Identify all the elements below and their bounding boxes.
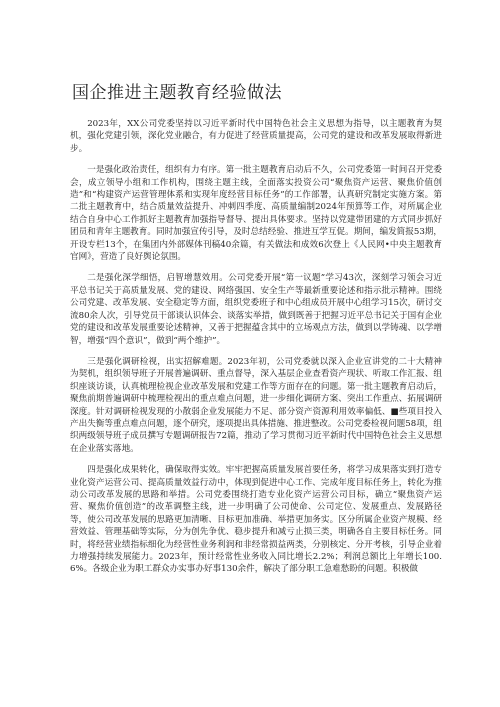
paragraph-research: 三是强化调研检视，出实招解难题。2023年初，公司党委就以深入企业宣讲党的二十大精神为契机，组织领导班子开展普遍调研、重点督导，深入基层企业查看资产现状、听取工作汇报、组织座谈访谈，认真梳理检视企业改革发展和党建工作等方面存在的问题。第一批主题教育启动后，聚焦前期普遍调研中梳理检视出的重点难点问题，进一步细化调研方案、突出工作重点、拓展调研深度。针对调研检视发现的小散弱企业发展能力不足、部分资产资源利用效率偏低、■些项目投入产出失衡等重点难点问题，逐个研究，逐项提出具体措施、推进整改。公司党委检视问题58项，组织两级领导班子成员撰写专题调研报告72篇，推动了学习贯彻习近平新时代中国特色社会主义思想在企业落实落地。 [70,356,442,454]
document-title: 国企推进主题教育经验做法 [72,83,282,103]
paragraph-political-responsibility: 一是强化政治责任，组织有力有序。第一批主题教育启动后不久，公司党委第一时间召开党委会，成立领导小组和工作机构，围绕主题主线，全面落实投资公司“聚焦资产运营、聚焦价值创造”和“构建资产运营管理体系和实现年度经营目标任务”的工作部署，认真研究制定实施方案。第二批主题教育中，结合质量效益提升、冲刺四季度、高质量编制2024年预算等工作，对所属企业结合自身中心工作抓好主题教育加强指导督导、提出具体要求。坚持以党建带团建的方式同步抓好团员和青年主题教育。同时加强宣传引导，及时总结经验、推进互学互促。期间，编发简报53期，开设专栏13个，在集团内外部媒体刊稿40余篇，有关做法和成效6次登上《人民网•中央主题教育官网》，营造了良好舆论氛围。 [70,165,442,263]
paragraph-study: 二是强化深学细悟，启智增慧效用。公司党委开展“第一议题”学习43次，深刻学习领会习近平总书记关于高质量发展、党的建设、网络强国、安全生产等最新重要论述和指示批示精神。围绕公司党建、改革发展、安全稳定等方面，组织党委班子和中心组成员开展中心组学习15次，研讨交流80余人次，引导党员干部谈认识体会、谈落实举措，做到既善于把握习近平总书记关于国有企业党的建设和改革发展重要论述精神，又善于把握蕴含其中的立场观点方法，做到以学铸魂、以学增智，增强“四个意识”，做到“两个维护”。 [70,273,442,346]
document-body [70,118,442,576]
intro-paragraph: 2023年，XX公司党委坚持以习近平新时代中国特色社会主义思想为指导，以主题教育为契机，强化党建引领，深化党业融合，有力促进了经营质量提高，公司党的建设和改革发展取得新进步。 [70,119,442,154]
paragraph-results: 四是强化成果转化，确保取得实效。牢牢把握高质量发展首要任务，将学习成果落实到打造专业化资产运营公司、提高质量效益行动中，体现到促进中心工作、完成年度目标任务上，转化为推动公司改革发展的思路和举措。公司党委围绕打造专业化资产运营公司目标，确立“聚焦资产运营、聚焦价值创造”的改革调整主线，进一步明确了公司使命、公司定位、发展重点、发展路径等，使公司改革发展的思路更加清晰、目标更加准确、举措更加务实。区分所属企业资产规模、经营效益、管理基础等实际，分为创先争优、稳步提升和减亏止损三类，明确各自主要目标任务。同时，将经营业绩指标细化为经营性业务利润和非经常损益两类，分别核定、分开考核，引导企业着力增强持续发展能力。2023年，预计经常性业务收入同比增长2.2%；利润总额比上年增长100.6%。各级企业为职工群众办实事办好事130余件，解决了部分职工急难愁盼的问题。积极做 [70,465,442,575]
